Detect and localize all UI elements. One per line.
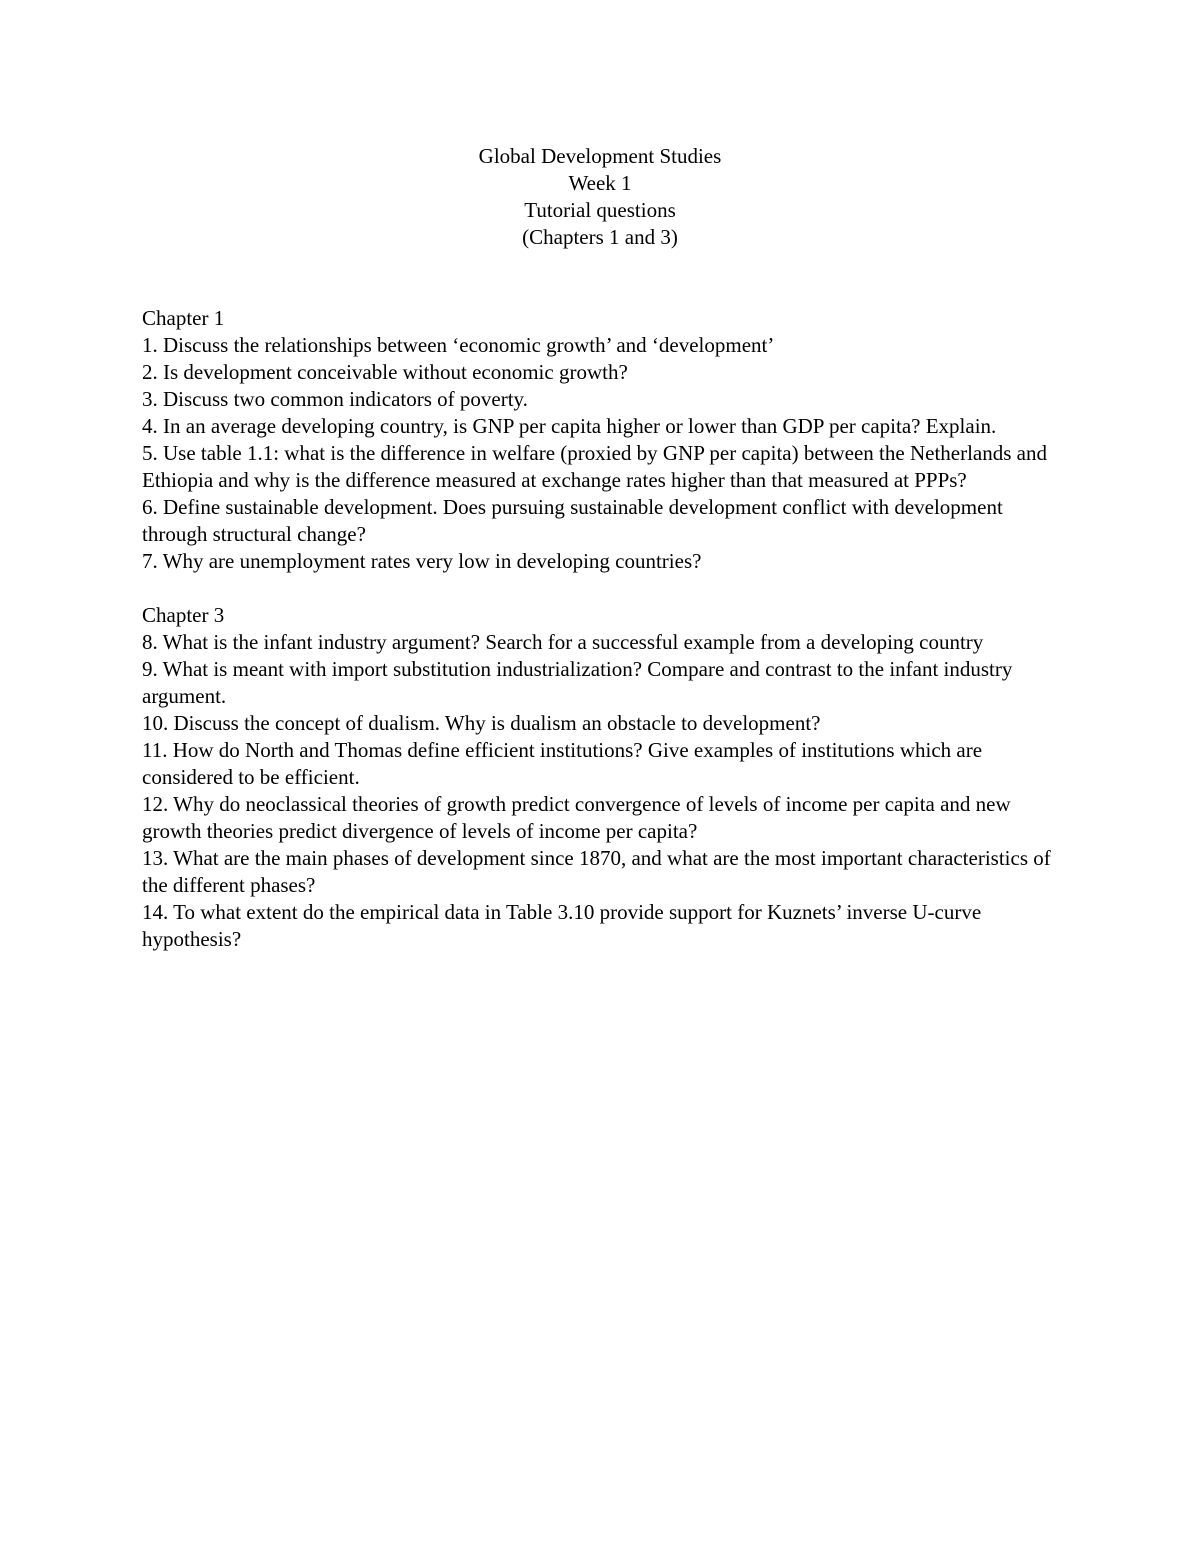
- chapters-label: (Chapters 1 and 3): [522, 225, 678, 249]
- chapter-3-section: [142, 602, 1060, 953]
- question-9: 9. What is meant with import substitution industrialization? Compare and contrast to the infant industry argument.: [142, 657, 1013, 708]
- question-13: 13. What are the main phases of development since 1870, and what are the most important characteristics of the different phases?: [142, 846, 1051, 897]
- question-4: 4. In an average developing country, is GNP per capita higher or lower than GDP per capita? Explain.: [142, 414, 997, 438]
- question-5: 5. Use table 1.1: what is the difference in welfare (proxied by GNP per capita) between the Netherlands and Ethiopia and why is the difference measured at exchange rates higher than that measured at PPPs?: [142, 441, 1047, 492]
- week-label: Week 1: [568, 171, 632, 195]
- question-2: 2. Is development conceivable without economic growth?: [142, 360, 628, 384]
- document-title: Global Development Studies: [478, 144, 722, 168]
- question-10: 10. Discuss the concept of dualism. Why is dualism an obstacle to development?: [142, 711, 821, 735]
- document-body: [142, 305, 1060, 953]
- question-3: 3. Discuss two common indicators of poverty.: [142, 387, 528, 411]
- chapter-3-heading: Chapter 3: [142, 603, 225, 627]
- question-8: 8. What is the infant industry argument? Search for a successful example from a developing country: [142, 630, 984, 654]
- document-header: [0, 143, 1200, 251]
- question-1: 1. Discuss the relationships between ‘economic growth’ and ‘development’: [142, 333, 775, 357]
- document-subtitle: Tutorial questions: [524, 198, 676, 222]
- question-12: 12. Why do neoclassical theories of growth predict convergence of levels of income per capita and new growth theories predict divergence of levels of income per capita?: [142, 792, 1011, 843]
- question-7: 7. Why are unemployment rates very low in developing countries?: [142, 549, 702, 573]
- question-11: 11. How do North and Thomas define efficient institutions? Give examples of institutions which are considered to be efficient.: [142, 738, 983, 789]
- chapter-1-section: [142, 305, 1060, 575]
- question-6: 6. Define sustainable development. Does pursuing sustainable development conflict with development through structural change?: [142, 495, 1003, 546]
- question-14: 14. To what extent do the empirical data in Table 3.10 provide support for Kuznets’ inverse U-curve hypothesis?: [142, 900, 982, 951]
- chapter-1-heading: Chapter 1: [142, 306, 225, 330]
